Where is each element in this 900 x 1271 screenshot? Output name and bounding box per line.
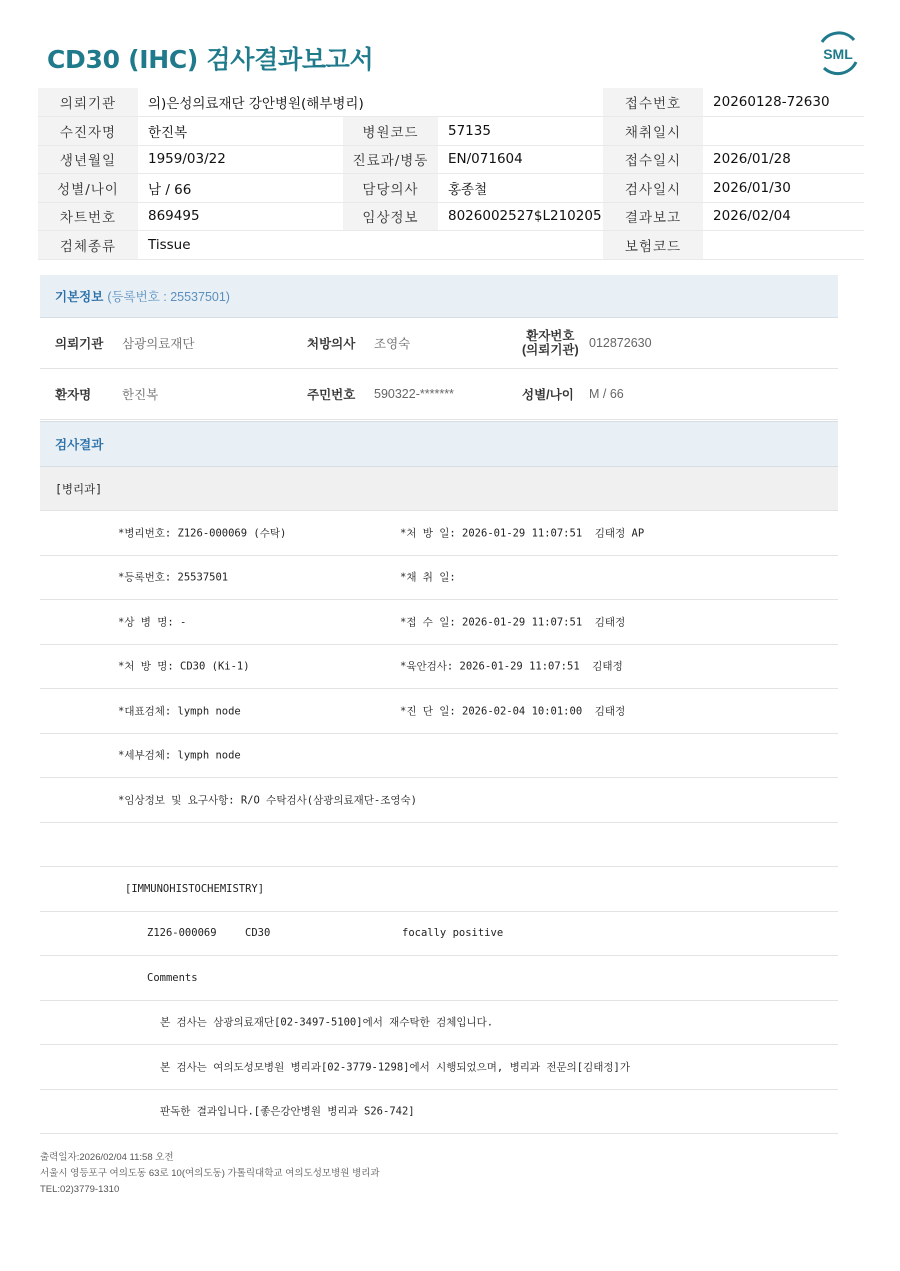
info-key: 환자명 — [55, 388, 92, 402]
comments-label: Comments — [147, 971, 198, 984]
header-label: 접수일시 — [603, 145, 703, 174]
basic-info-heading — [40, 275, 838, 318]
header-row — [38, 117, 864, 146]
info-key — [522, 329, 579, 357]
info-key: 의뢰기관 — [55, 337, 104, 351]
header-value: 한진복 — [138, 117, 343, 146]
basic-info-title: 기본정보 — [55, 290, 104, 304]
info-value: 한진복 — [122, 388, 159, 402]
comment-line — [40, 1090, 838, 1135]
header-value: 57135 — [438, 117, 603, 146]
comment-line — [40, 1045, 838, 1090]
ihc-specimen-id: Z126-000069 — [147, 927, 217, 940]
header-label: 검체종류 — [38, 231, 138, 260]
header-value: 20260128-72630 — [703, 88, 864, 117]
page-title: CD30 (IHC) 검사결과보고서 — [47, 45, 374, 74]
header-row — [38, 145, 864, 174]
print-date: 출력일자:2026/02/04 11:58 오전 — [40, 1152, 174, 1163]
result-line — [40, 689, 838, 734]
header-label: 채취일시 — [603, 117, 703, 146]
info-value: M / 66 — [589, 387, 624, 401]
header-value: 869495 — [138, 202, 343, 231]
info-key: 주민번호 — [307, 388, 356, 402]
result-line — [40, 645, 838, 690]
lab-phone: TEL:02)3779-1310 — [40, 1184, 120, 1195]
header-label: 의뢰기관 — [38, 88, 138, 117]
result-heading: 검사결과 — [40, 421, 838, 467]
header-label: 성별/나이 — [38, 174, 138, 203]
header-value: 2026/02/04 — [703, 202, 864, 231]
lab-address: 서울시 영등포구 여의도동 63로 10(여의도동) 가톨릭대학교 여의도성모병원 병리과 — [40, 1168, 380, 1179]
result-left: *임상정보 및 요구사항: R/O 수탁검사(삼광의료재단-조영숙) — [118, 794, 418, 807]
header-label: 접수번호 — [603, 88, 703, 117]
result-right: *육안검사: 2026-01-29 11:07:51 김태정 — [400, 660, 623, 673]
result-right: *접 수 일: 2026-01-29 11:07:51 김태정 — [400, 616, 626, 629]
header-value: 의)은성의료재단 강안병원(해부병리) — [138, 88, 603, 117]
ihc-result: focally positive — [402, 927, 504, 940]
header-value — [703, 117, 864, 146]
comment-line — [40, 1001, 838, 1046]
comment-text: 본 검사는 삼광의료재단[02-3497-5100]에서 재수탁한 검체입니다. — [160, 1016, 494, 1029]
info-value: 590322-******* — [374, 387, 454, 401]
header-row — [38, 202, 864, 231]
header-value — [703, 231, 864, 260]
header-label: 검사일시 — [603, 174, 703, 203]
result-section — [40, 421, 838, 1134]
svg-text:SML: SML — [823, 46, 853, 62]
ihc-marker: CD30 — [245, 927, 271, 940]
result-line — [40, 734, 838, 779]
basic-info-row — [40, 318, 838, 369]
result-right: *진 단 일: 2026-02-04 10:01:00 김태정 — [400, 705, 626, 718]
report-footer — [40, 1150, 380, 1198]
header-value: Tissue — [138, 231, 603, 260]
result-line — [40, 511, 838, 556]
ihc-heading: [IMMUNOHISTOCHEMISTRY] — [125, 882, 265, 895]
header-label: 임상정보 — [343, 202, 438, 231]
basic-info-row — [40, 369, 838, 420]
header-value: 2026/01/30 — [703, 174, 864, 203]
info-value: 조영숙 — [374, 337, 411, 351]
result-left: *처 방 명: CD30 (Ki-1) — [118, 660, 250, 673]
result-line — [40, 556, 838, 601]
blank-line — [40, 823, 838, 868]
header-label: 진료과/병동 — [343, 145, 438, 174]
header-label: 담당의사 — [343, 174, 438, 203]
header-row — [38, 231, 864, 260]
info-value: 012872630 — [589, 336, 652, 350]
result-line — [40, 778, 838, 823]
registration-number: (등록번호 : 25537501) — [107, 290, 230, 304]
info-value: 삼광의료재단 — [122, 337, 195, 351]
ihc-result-line — [40, 912, 838, 957]
result-left: *대표검체: lymph node — [118, 705, 241, 718]
ihc-heading-line — [40, 867, 838, 912]
result-left: *상 병 명: - — [118, 616, 187, 629]
comments-label-line — [40, 956, 838, 1001]
info-key-line: 환자번호 — [526, 329, 575, 343]
comment-text: 본 검사는 여의도성모병원 병리과[02-3779-1298]에서 시행되었으며, 병리과 전문의[김태정]가 — [160, 1061, 630, 1074]
header-label: 보험코드 — [603, 231, 703, 260]
result-left: *병리번호: Z126-000069 (수탁) — [118, 527, 287, 540]
header-row — [38, 88, 864, 117]
sml-logo — [814, 30, 862, 76]
department-subheading: [병리과] — [40, 467, 838, 511]
info-key: 처방의사 — [307, 337, 356, 351]
header-label: 수진자명 — [38, 117, 138, 146]
header-value: 2026/01/28 — [703, 145, 864, 174]
result-right: *처 방 일: 2026-01-29 11:07:51 김태정 AP — [400, 527, 645, 540]
header-row — [38, 174, 864, 203]
header-label: 차트번호 — [38, 202, 138, 231]
info-key-line: (의뢰기관) — [522, 343, 579, 357]
result-left: *등록번호: 25537501 — [118, 571, 229, 584]
header-value: 8026002527$L210205 — [438, 202, 603, 231]
result-line — [40, 600, 838, 645]
basic-info-section — [40, 275, 838, 420]
header-value: 1959/03/22 — [138, 145, 343, 174]
header-value: 홍종철 — [438, 174, 603, 203]
result-right: *채 취 일: — [400, 571, 456, 584]
info-key: 성별/나이 — [522, 388, 574, 402]
header-label: 결과보고 — [603, 202, 703, 231]
header-label: 생년월일 — [38, 145, 138, 174]
header-value: EN/071604 — [438, 145, 603, 174]
comment-text: 판독한 결과입니다.[좋은강안병원 병리과 S26-742] — [160, 1105, 415, 1118]
header-label: 병원코드 — [343, 117, 438, 146]
result-left: *세부검체: lymph node — [118, 749, 241, 762]
patient-header-table — [38, 88, 864, 260]
header-value: 남 / 66 — [138, 174, 343, 203]
